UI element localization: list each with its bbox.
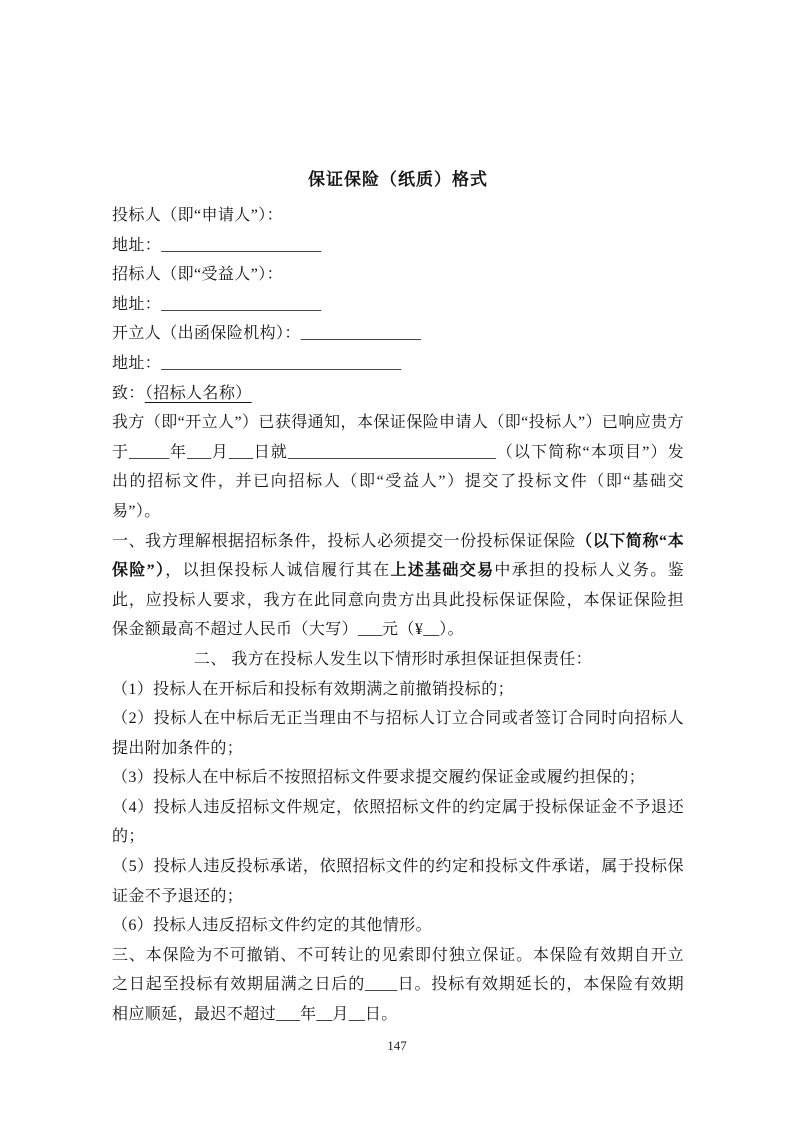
fill-in-blank: __ [316, 1006, 333, 1024]
text-run: 开立人（出函保险机构）： [112, 325, 301, 343]
text-run: （4）投标人违反招标文件规定，依照招标文件的约定属于投标保证金不予退还的； [112, 798, 684, 846]
clause-2-item-4 [112, 793, 684, 852]
text-run: 年 [300, 1006, 317, 1024]
text-run: （1）投标人在开标后和投标有效期满之前撤销投标的； [112, 680, 515, 698]
document-content [112, 166, 684, 1030]
text-run: 日。投标有效期延长的，本保险有效期相应顺延，最迟不超过 [112, 976, 684, 1024]
clause-2-item-5 [112, 852, 684, 911]
document-body [112, 201, 684, 1030]
paragraph-intro [112, 408, 684, 526]
text-run: （5）投标人违反投标承诺，依照招标文件的约定和投标文件承诺，属于投标保证金不予退还的； [112, 858, 684, 905]
text-run: 年 [169, 443, 188, 461]
text-run: 日就 [252, 443, 289, 461]
text-run: 三、本保险为不可撤销、不可转让的见索即付独立保证。本保险有效期自开立之日起至投标有效期届满之日后的 [112, 946, 684, 994]
text-run: （3）投标人在中标后不按照招标文件要求提交履约保证金或履约担保的； [112, 769, 646, 787]
text-run: 中承担的投标人义务。鉴此，应投标人要求，我方在此同意向贵方出具此投标保证保险，本保证保险担保金额最高不超过人民币（大写） [112, 562, 685, 639]
clause-2-item-3 [112, 763, 684, 793]
fill-in-blank: __________________________ [288, 443, 497, 461]
field-tenderer [112, 260, 684, 290]
clause-2-item-1 [112, 675, 684, 705]
text-run: （以下简称“本保险”） [112, 532, 684, 580]
clause-2-item-6 [112, 911, 684, 941]
fill-in-blank: _______________ [300, 325, 421, 343]
fill-in-blank: ______________________________ [161, 354, 402, 372]
text-run: ）。 [439, 621, 465, 639]
text-run: （以下简称“本项目”）发出的招标文件，并已向招标人（即“受益人”）提交了投标文件（即“基础交易”）。 [112, 443, 684, 520]
clause-1 [112, 527, 684, 645]
text-run: 地址： [112, 236, 162, 254]
fill-in-blank: __ [423, 621, 440, 639]
text-run: （2）投标人在中标后无正当理由不与招标人订立合同或者签订合同时向招标人提出附加条件的； [112, 710, 684, 757]
field-issuer-address [112, 349, 684, 379]
text-run: 月 [211, 443, 229, 461]
fill-in-blank: ___ [187, 443, 212, 461]
clause-2-head [112, 645, 684, 675]
field-issuer [112, 319, 684, 349]
text-run: 地址： [112, 354, 162, 372]
text-run: 致： [112, 384, 145, 402]
fill-in-blank: ___ [276, 1006, 301, 1024]
underlined-text-run: （招标人名称） [144, 384, 252, 402]
fill-in-blank: ____________________ [161, 295, 322, 313]
document-title: 保证保险（纸质）格式 [308, 170, 488, 189]
page-number: 147 [387, 1038, 407, 1053]
clause-3 [112, 941, 684, 1030]
text-run: 月 [332, 1006, 349, 1024]
text-run: 上述基础交易 [390, 562, 495, 580]
text-run: 地址： [112, 295, 162, 313]
fill-in-blank: _____ [129, 443, 170, 461]
text-run: （6）投标人违反招标文件约定的其他情形。 [112, 917, 433, 935]
fill-in-blank: ____________________ [161, 236, 322, 254]
fill-in-blank: ___ [358, 621, 383, 639]
field-addressee [112, 379, 684, 409]
field-tenderer-address [112, 290, 684, 320]
text-run: ，以担保投标人诚信履行其在 [165, 562, 391, 580]
text-run: 我方（即“开立人”）已获得通知，本保证保险申请人（即“投标人”）已响应贵方于 [112, 414, 684, 461]
clause-2-item-2 [112, 704, 684, 763]
text-run: 招标人（即“受益人”）： [112, 266, 284, 284]
fill-in-blank: ___ [228, 443, 253, 461]
text-run: 一、我方理解根据招标条件，投标人必须提交一份投标保证保险 [112, 532, 577, 550]
field-bidder [112, 201, 684, 231]
text-run: 二、 我方在投标人发生以下情形时承担保证担保责任： [112, 650, 593, 668]
text-run: 元（¥ [382, 621, 424, 639]
fill-in-blank: __ [348, 1006, 365, 1024]
fill-in-blank: ____ [365, 976, 398, 994]
field-bidder-address [112, 231, 684, 261]
text-run: 日。 [364, 1006, 398, 1024]
text-run: 投标人（即“申请人”）： [112, 207, 284, 224]
